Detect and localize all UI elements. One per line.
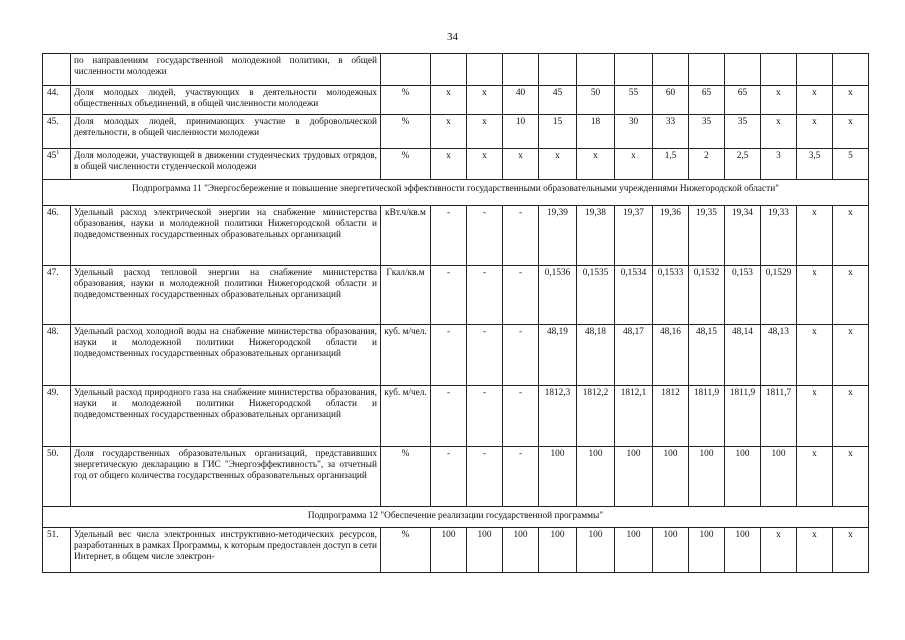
indicator-unit: % <box>381 86 431 115</box>
indicator-unit: % <box>381 447 431 507</box>
indicator-value: - <box>431 206 467 266</box>
indicator-value: 0,1535 <box>577 266 615 325</box>
indicator-description: Удельный расход электрической энергии на снабжение министерства образования, науки и молодежной политики Нижегородской области и подведомственных государственных образовательных организаций <box>71 206 381 266</box>
row-number-text: 45 <box>47 151 57 161</box>
indicator-value: x <box>797 325 833 386</box>
indicator-value: 2 <box>689 149 725 180</box>
indicator-value: 100 <box>431 528 467 573</box>
table-row <box>43 115 869 149</box>
indicator-value: 2,5 <box>725 149 761 180</box>
indicator-value: x <box>833 386 869 447</box>
row-number <box>43 115 71 149</box>
indicator-value: 0,1532 <box>689 266 725 325</box>
indicator-value: - <box>431 266 467 325</box>
indicator-value: 19,35 <box>689 206 725 266</box>
indicator-value: x <box>833 86 869 115</box>
indicator-value: x <box>431 149 467 180</box>
indicator-value: x <box>615 149 653 180</box>
indicator-description: Доля государственных образовательных организаций, представивших энергетическую декларацию в ГИС "Энергоэффективность", за отчетный год от общего количества государственных образовательных организаций <box>71 447 381 507</box>
indicator-value: 0,153 <box>725 266 761 325</box>
table-row <box>43 54 869 86</box>
row-number <box>43 266 71 325</box>
table-row <box>43 447 869 507</box>
table-row <box>43 386 869 447</box>
indicator-value: 1811,7 <box>761 386 797 447</box>
indicator-value: - <box>467 447 503 507</box>
indicator-value: 100 <box>467 528 503 573</box>
indicator-value: x <box>797 386 833 447</box>
indicator-value <box>653 54 689 86</box>
indicator-value: x <box>797 528 833 573</box>
indicator-value <box>761 54 797 86</box>
indicator-value: 100 <box>577 447 615 507</box>
indicator-value: 48,15 <box>689 325 725 386</box>
indicator-value: - <box>467 325 503 386</box>
indicator-value: 33 <box>653 115 689 149</box>
indicator-value: x <box>761 528 797 573</box>
indicator-value: - <box>431 386 467 447</box>
indicator-value: x <box>797 266 833 325</box>
indicator-value: 1811,9 <box>689 386 725 447</box>
section-title: Подпрограмма 12 "Обеспечение реализации государственной программы" <box>43 507 869 528</box>
indicator-value: 100 <box>539 447 577 507</box>
row-number-text: 50. <box>47 449 59 459</box>
indicator-value: - <box>503 206 539 266</box>
indicator-value <box>539 54 577 86</box>
section-title: Подпрограмма 11 "Энергосбережение и повышение энергетической эффективности государственными образовательными учреждениями Нижегородской области" <box>43 180 869 206</box>
indicator-value: x <box>833 115 869 149</box>
table-row <box>43 149 869 180</box>
indicator-unit: кВт.ч/кв.м <box>381 206 431 266</box>
row-number-text: 47. <box>47 268 59 278</box>
indicator-value: x <box>761 115 797 149</box>
indicator-value: 65 <box>725 86 761 115</box>
page-number: 34 <box>447 31 458 43</box>
indicator-value: 100 <box>725 528 761 573</box>
indicator-value: 1812 <box>653 386 689 447</box>
indicator-description: Удельный расход холодной воды на снабжение министерства образования, науки и молодежной политики Нижегородской области и подведомственных государственных образовательных организаций <box>71 325 381 386</box>
row-number <box>43 325 71 386</box>
indicator-value: 18 <box>577 115 615 149</box>
indicator-value: 1812,2 <box>577 386 615 447</box>
table-row <box>43 86 869 115</box>
indicator-value: x <box>467 115 503 149</box>
indicator-value: 10 <box>503 115 539 149</box>
indicator-value: 0,1536 <box>539 266 577 325</box>
row-number-text: 49. <box>47 388 59 398</box>
indicator-value: x <box>761 86 797 115</box>
indicator-value: 100 <box>653 528 689 573</box>
indicator-value: x <box>833 325 869 386</box>
indicator-value: 19,36 <box>653 206 689 266</box>
indicator-value: 1,5 <box>653 149 689 180</box>
indicator-value: x <box>833 447 869 507</box>
indicator-description: Доля молодых людей, участвующих в деятельности молодежных общественных объединений, в общей численности молодежи <box>71 86 381 115</box>
indicator-value: x <box>431 86 467 115</box>
indicator-unit: % <box>381 149 431 180</box>
indicator-value: 48,18 <box>577 325 615 386</box>
indicator-description: Удельный расход тепловой энергии на снабжение министерства образования, науки и молодежной политики Нижегородской области и подведомственных государственных образовательных организаций <box>71 266 381 325</box>
indicator-unit: % <box>381 115 431 149</box>
indicator-value: 100 <box>653 447 689 507</box>
indicator-value: 40 <box>503 86 539 115</box>
row-number <box>43 386 71 447</box>
indicator-value <box>431 54 467 86</box>
indicator-value <box>725 54 761 86</box>
indicator-value: - <box>467 266 503 325</box>
indicator-value: x <box>833 266 869 325</box>
indicator-value: x <box>577 149 615 180</box>
indicator-value: 100 <box>539 528 577 573</box>
indicator-value: 1812,1 <box>615 386 653 447</box>
indicator-value: x <box>797 447 833 507</box>
section-row <box>43 507 869 528</box>
row-number-text: 45. <box>47 117 59 127</box>
indicator-description: Удельный вес числа электронных инструктивно-методических ресурсов, разработанных в рамках Программы, к которым предоставлен доступ в сети Интернет, в общем числе электрон- <box>71 528 381 573</box>
indicator-value: 35 <box>725 115 761 149</box>
indicator-value: 100 <box>615 447 653 507</box>
row-number <box>43 54 71 86</box>
indicator-value: x <box>467 86 503 115</box>
indicator-value: 0,1533 <box>653 266 689 325</box>
row-number-text: 46. <box>47 208 59 218</box>
indicator-value: x <box>431 115 467 149</box>
indicators-table <box>42 53 869 573</box>
indicator-value: 3,5 <box>797 149 833 180</box>
indicator-value: 100 <box>689 528 725 573</box>
indicator-value: x <box>797 86 833 115</box>
indicator-unit: куб. м/чел. <box>381 386 431 447</box>
indicator-description: Доля молодежи, участвующей в движении студенческих трудовых отрядов, в общей численности студенческой молодежи <box>71 149 381 180</box>
indicator-value: 15 <box>539 115 577 149</box>
indicator-value <box>689 54 725 86</box>
indicator-unit: куб. м/чел. <box>381 325 431 386</box>
indicator-value: - <box>467 386 503 447</box>
indicator-value <box>833 54 869 86</box>
indicator-value: - <box>503 266 539 325</box>
indicator-value: 0,1534 <box>615 266 653 325</box>
indicator-value: 19,34 <box>725 206 761 266</box>
indicator-value: x <box>467 149 503 180</box>
indicator-description: Доля молодых людей, принимающих участие в добровольческой деятельности, в общей численности молодежи <box>71 115 381 149</box>
table-row <box>43 325 869 386</box>
indicator-value: 30 <box>615 115 653 149</box>
indicator-value: 100 <box>615 528 653 573</box>
indicator-value: 100 <box>503 528 539 573</box>
indicator-unit <box>381 54 431 86</box>
indicator-value: 60 <box>653 86 689 115</box>
indicator-value: 100 <box>689 447 725 507</box>
row-number <box>43 149 71 180</box>
indicator-value: 45 <box>539 86 577 115</box>
indicator-value: 35 <box>689 115 725 149</box>
row-number <box>43 206 71 266</box>
indicator-value: - <box>503 447 539 507</box>
row-number <box>43 86 71 115</box>
indicator-value: x <box>503 149 539 180</box>
row-number-superscript: 1 <box>56 149 60 156</box>
indicator-value: 1811,9 <box>725 386 761 447</box>
indicator-value: 100 <box>577 528 615 573</box>
row-number-text: 51. <box>47 530 59 540</box>
indicator-value: 1812,3 <box>539 386 577 447</box>
indicator-value: 19,37 <box>615 206 653 266</box>
table-row <box>43 206 869 266</box>
indicator-value: 19,39 <box>539 206 577 266</box>
indicator-value: x <box>797 206 833 266</box>
section-row <box>43 180 869 206</box>
row-number <box>43 447 71 507</box>
row-number-text: 44. <box>47 88 59 98</box>
indicator-description: Удельный расход природного газа на снабжение министерства образования, науки и молодежной политики Нижегородской области и подведомственных государственных образовательных организаций <box>71 386 381 447</box>
indicator-value <box>615 54 653 86</box>
indicator-value: 48,13 <box>761 325 797 386</box>
indicator-value: - <box>431 447 467 507</box>
indicator-value: x <box>833 206 869 266</box>
indicator-value <box>503 54 539 86</box>
indicator-value <box>797 54 833 86</box>
row-number <box>43 528 71 573</box>
indicator-value: - <box>431 325 467 386</box>
indicator-value: 48,16 <box>653 325 689 386</box>
indicator-value: 48,14 <box>725 325 761 386</box>
indicator-unit: % <box>381 528 431 573</box>
indicator-value: 55 <box>615 86 653 115</box>
indicator-value: 19,33 <box>761 206 797 266</box>
indicator-value: x <box>539 149 577 180</box>
table-row <box>43 266 869 325</box>
indicator-value: - <box>503 325 539 386</box>
indicator-value: 100 <box>725 447 761 507</box>
indicator-value: - <box>467 206 503 266</box>
indicator-description: по направлениям государственной молодежной политики, в общей численности молодежи <box>71 54 381 86</box>
row-number-text: 48. <box>47 327 59 337</box>
indicator-value: 48,19 <box>539 325 577 386</box>
table-body <box>43 54 869 573</box>
indicator-value: 65 <box>689 86 725 115</box>
indicator-value: x <box>833 528 869 573</box>
indicator-value <box>467 54 503 86</box>
indicator-value: - <box>503 386 539 447</box>
indicator-value: x <box>797 115 833 149</box>
indicator-unit: Гкал/кв.м <box>381 266 431 325</box>
table-row <box>43 528 869 573</box>
indicator-value: 19,38 <box>577 206 615 266</box>
indicator-value: 0,1529 <box>761 266 797 325</box>
indicator-value: 3 <box>761 149 797 180</box>
indicator-value: 5 <box>833 149 869 180</box>
indicator-value <box>577 54 615 86</box>
indicator-value: 100 <box>761 447 797 507</box>
indicator-value: 48,17 <box>615 325 653 386</box>
indicator-value: 50 <box>577 86 615 115</box>
